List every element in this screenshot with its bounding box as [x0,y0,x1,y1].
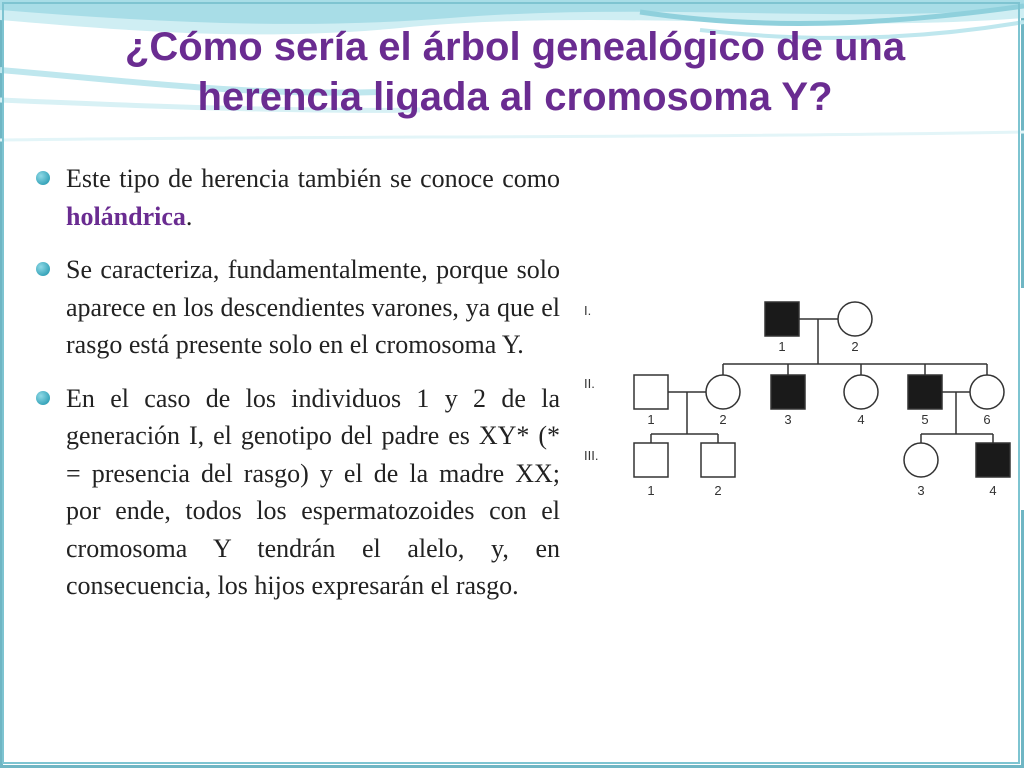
individual-number: 4 [989,483,997,498]
bullet-text: Se caracteriza, fundamentalmente, porque solo aparece en los descendientes varones, ya que el rasgo está presente solo en el cromosoma Y. [66,255,560,359]
bullet-item-3 [30,380,560,605]
affected-male-square [765,302,799,336]
bullet-item-2 [30,251,560,364]
bullet-item-1 [30,160,560,235]
generation-label: III. [584,448,599,463]
bullet-dot-icon [36,262,50,276]
individual-number: 1 [647,412,655,427]
slide-title: ¿Cómo sería el árbol genealógico de una herencia ligada al cromosoma Y? [124,25,906,119]
generation-label: II. [584,376,595,391]
bullet-list [30,160,560,621]
individual-number: 5 [921,412,929,427]
unaffected-male-square [701,443,735,477]
bullet-text-end: . [185,201,193,231]
unaffected-female-circle [844,375,878,409]
unaffected-male-square [634,375,668,409]
bullet-text: Este tipo de herencia también se conoce como [66,164,560,193]
individual-number: 3 [917,483,925,498]
individual-number: 1 [647,483,655,498]
bullet-dot-icon [36,391,50,405]
individual-number: 4 [857,412,865,427]
generation-label: I. [584,303,592,318]
affected-male-square [771,375,805,409]
unaffected-female-circle [838,302,872,336]
unaffected-male-square [634,443,668,477]
unaffected-female-circle [904,443,938,477]
individual-number: 3 [784,412,792,427]
pedigree-chart [578,288,1024,510]
individual-number: 2 [719,412,727,427]
individual-number: 1 [778,339,786,354]
individual-number: 2 [851,339,859,354]
affected-male-square [976,443,1010,477]
unaffected-female-circle [706,375,740,409]
unaffected-female-circle [970,375,1004,409]
individual-number: 6 [983,412,991,427]
bullet-text: En el caso de los individuos 1 y 2 de la generación I, el genotipo del padre es XY* (* = presencia del rasgo) y el de la madre XX; por ende, todos los espermatozoides con el cromosoma Y tendrán el alelo, y, en consecuencia, los hijos expresarán el rasgo. [66,383,560,600]
emphasis-term: holándrica [66,201,186,231]
affected-male-square [908,375,942,409]
individual-number: 2 [714,483,722,498]
bullet-dot-icon [36,171,50,185]
